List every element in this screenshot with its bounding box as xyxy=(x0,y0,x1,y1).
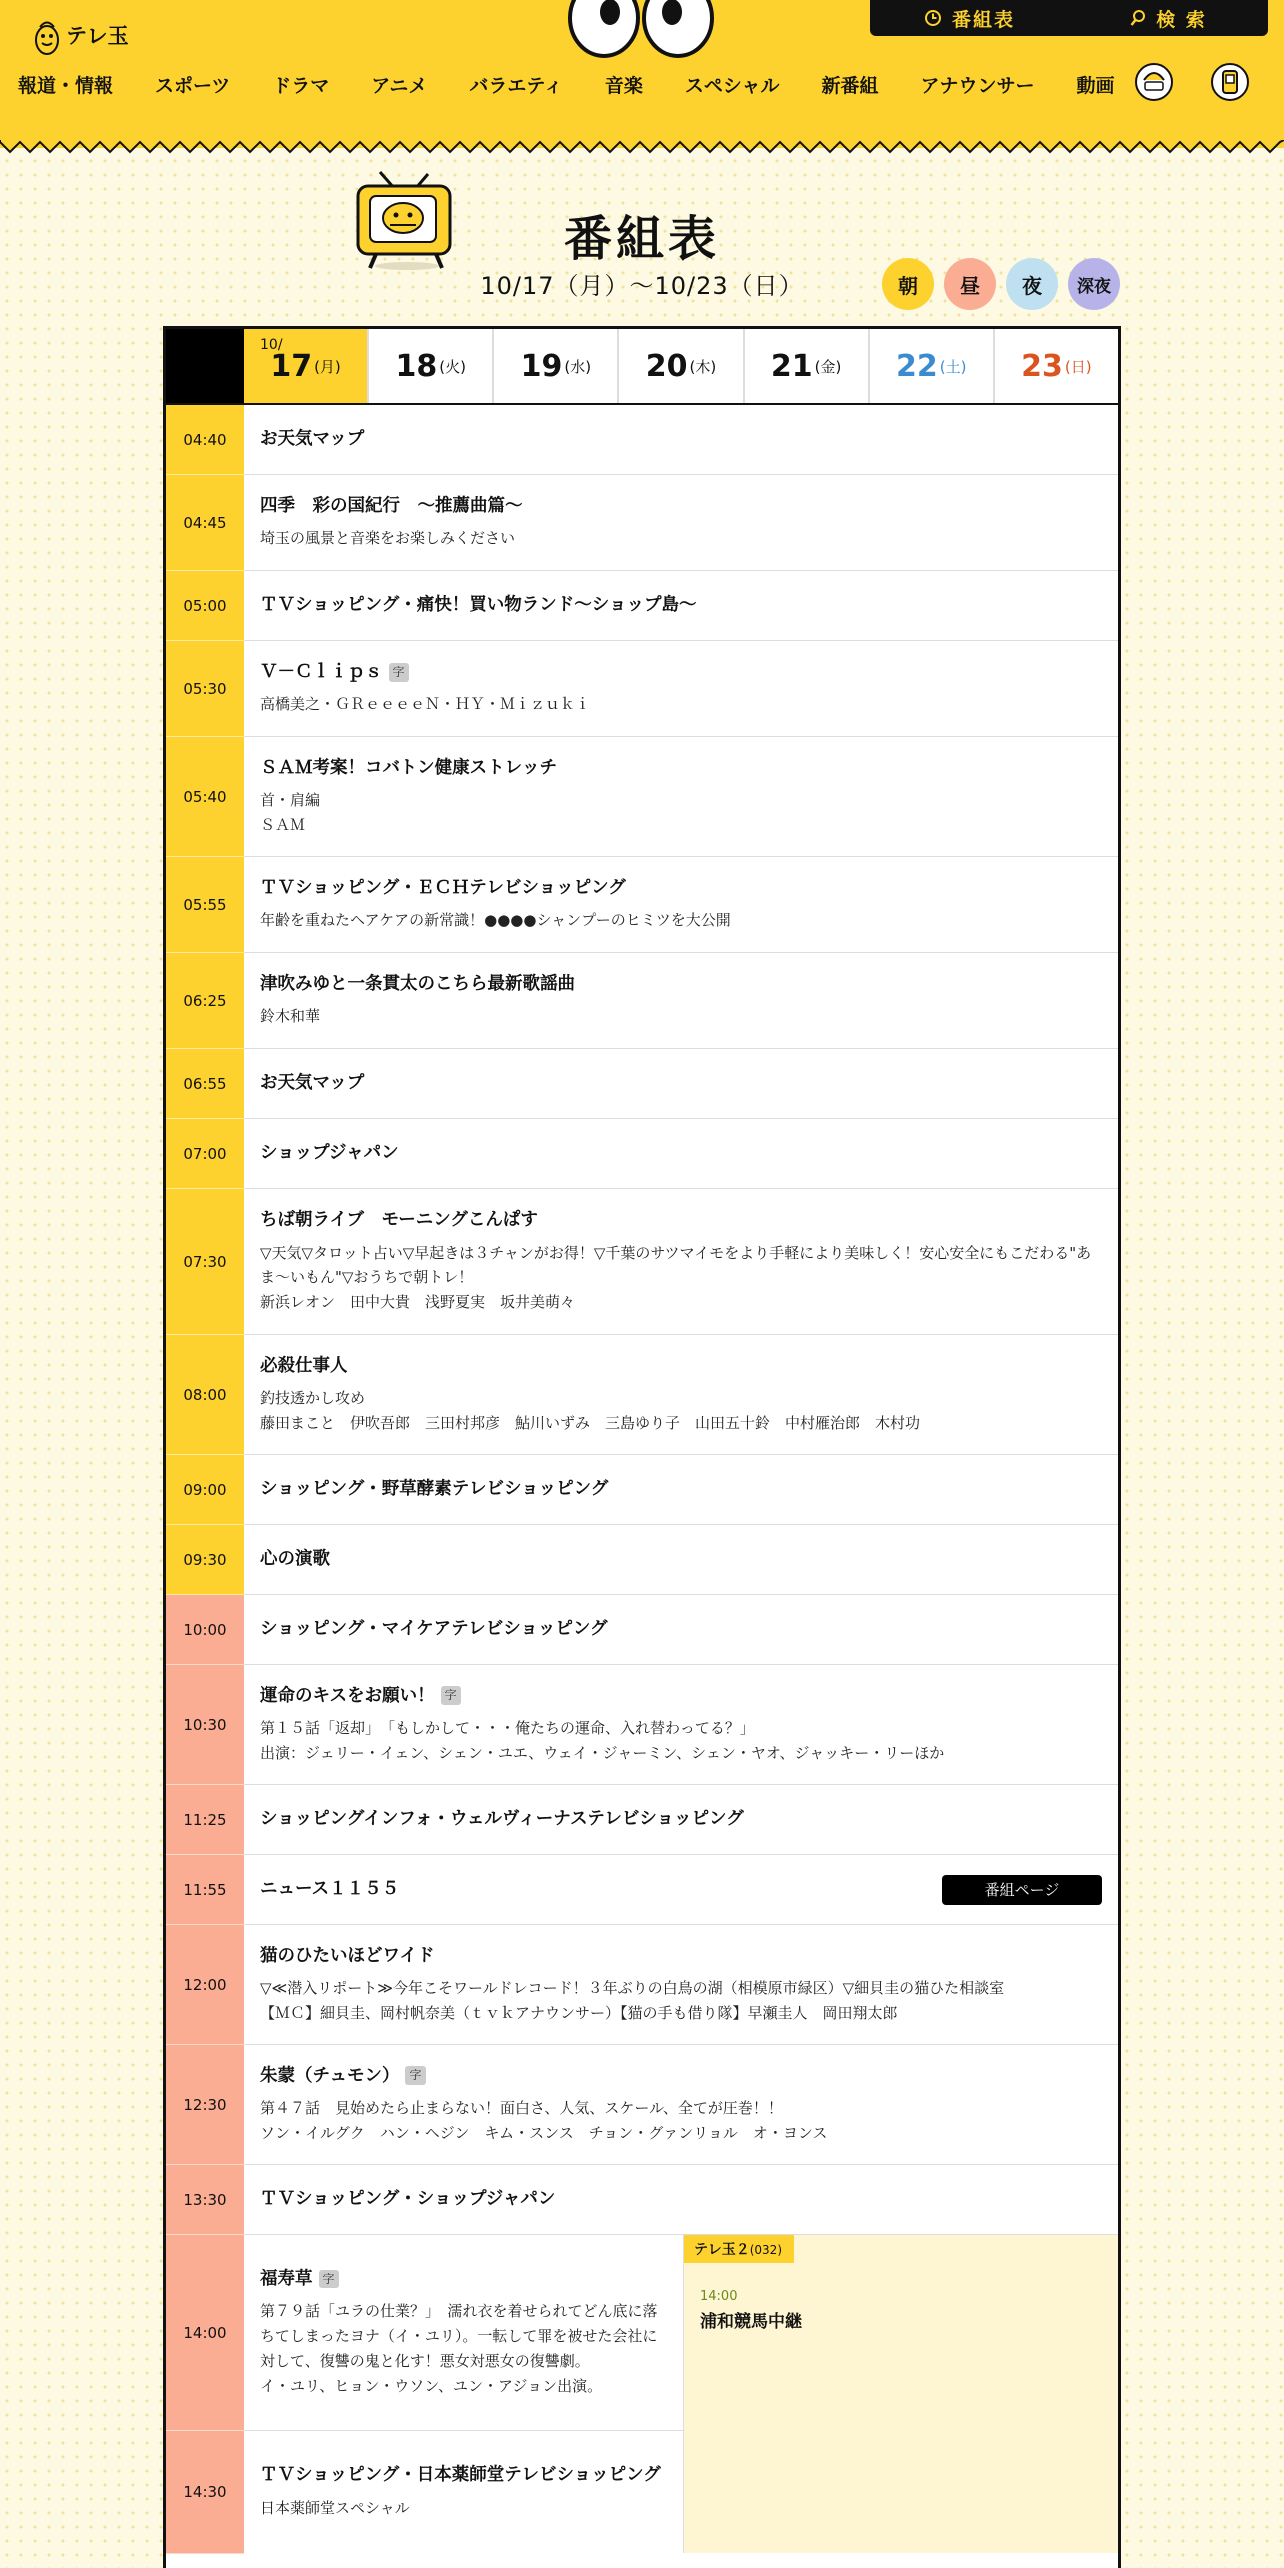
logo-text[interactable]: テレ玉 xyxy=(66,24,129,48)
sub-channel-badge xyxy=(684,2235,794,2263)
program-title[interactable] xyxy=(260,1354,1102,1379)
program-info xyxy=(244,1119,1118,1188)
day-header-corner xyxy=(166,329,244,403)
program-info xyxy=(244,1335,1118,1454)
mascot-eyes-icon xyxy=(566,0,716,62)
program-description-line: ソン・イルグク ハン・ヘジン キム・スンス チョン・グァンリョル オ・ヨンス xyxy=(260,2123,828,2142)
nav-item-drama[interactable]: ドラマ xyxy=(272,74,330,97)
program-description xyxy=(260,908,1102,933)
program-description-line: ▽天気▽タロット占い▽早起きは３チャンがお得！▽千葉のサツマイモをより手軽により美味しく！安心安全にもこだわる"あま～いもん"▽おうちで朝トレ！ xyxy=(260,1243,1092,1287)
day-weekday: (火) xyxy=(439,357,466,376)
top-link-search-label: 検 索 xyxy=(1156,8,1207,31)
time-of-day-filter xyxy=(882,258,1120,310)
nav-item-music[interactable]: 音楽 xyxy=(604,74,643,97)
program-row[interactable] xyxy=(166,1925,1118,2045)
program-description-line: 出演：ジェリー・イェン、シェン・ユエ、ウェイ・ジャーミン、シェン・ヤオ、ジャッキー・リーほか xyxy=(260,1743,945,1762)
day-tab-19[interactable] xyxy=(492,329,617,403)
program-time: 07:30 xyxy=(166,1189,244,1335)
day-tab-22[interactable] xyxy=(868,329,993,403)
program-title-text: ショッピング・マイケアテレビショッピング xyxy=(260,1619,608,1640)
program-time: 10:30 xyxy=(166,1665,244,1785)
program-row[interactable] xyxy=(166,1525,1118,1595)
nav-item-new-programs[interactable]: 新番組 xyxy=(821,74,879,97)
day-number: 17 xyxy=(270,348,313,384)
program-time: 05:00 xyxy=(166,571,244,641)
program-time: 09:30 xyxy=(166,1525,244,1595)
program-time: 07:00 xyxy=(166,1119,244,1189)
program-title-text: 必殺仕事人 xyxy=(260,1355,348,1376)
subtitle-badge: 字 xyxy=(319,2270,339,2289)
program-time: 14:30 xyxy=(166,2431,244,2554)
program-title[interactable] xyxy=(260,2187,1102,2212)
program-title-text: 四季 彩の国紀行 ～推薦曲篇～ xyxy=(260,495,523,516)
day-number: 19 xyxy=(520,348,563,384)
nav-item-special[interactable]: スペシャル xyxy=(684,74,780,97)
program-info xyxy=(244,2165,1118,2234)
program-title[interactable] xyxy=(260,972,1102,997)
program-title-text: お天気マップ xyxy=(260,1073,365,1094)
nav-item-anime[interactable]: アニメ xyxy=(371,74,428,97)
program-row[interactable] xyxy=(166,2165,1118,2235)
program-title-text: 朱蒙（チュモン） xyxy=(260,2065,400,2086)
program-title[interactable] xyxy=(260,756,1102,781)
nav-item-announcers[interactable]: アナウンサー xyxy=(920,74,1035,97)
program-description-line: 第１５話「返却」 「もしかして・・・俺たちの運命、入れ替わってる？」 xyxy=(260,1719,755,1737)
program-title[interactable] xyxy=(260,1547,1102,1572)
sub-channel-column[interactable] xyxy=(683,2235,1118,2553)
program-title-text: ＴＶショッピング・ＥＣＨテレビショッピング xyxy=(260,877,626,898)
program-time: 05:55 xyxy=(166,857,244,953)
program-title[interactable] xyxy=(260,2267,667,2292)
program-title[interactable] xyxy=(260,1617,1102,1642)
program-row[interactable] xyxy=(166,2235,683,2431)
program-title-text: ニュース１１５５ xyxy=(260,1879,400,1900)
program-row[interactable] xyxy=(166,1049,1118,1119)
bubble-noon[interactable]: 昼 xyxy=(944,258,996,310)
program-title[interactable] xyxy=(260,1684,1102,1709)
program-description-line: 高橋美之・ＧＲｅｅｅｅＮ・ＨＹ・Ｍｉｚｕｋｉ xyxy=(260,695,591,714)
page-title: 番組表 xyxy=(563,211,720,267)
program-info xyxy=(244,737,1118,856)
program-row[interactable] xyxy=(166,1455,1118,1525)
program-info xyxy=(244,2431,683,2553)
program-row[interactable] xyxy=(166,857,1118,953)
program-row[interactable] xyxy=(166,405,1118,475)
program-title[interactable] xyxy=(260,876,1102,901)
program-time: 14:00 xyxy=(166,2235,244,2431)
program-description xyxy=(260,2096,1102,2146)
day-selector xyxy=(166,329,1118,405)
top-link-schedule[interactable] xyxy=(870,0,1069,36)
day-weekday: (木) xyxy=(689,357,717,376)
bubble-night[interactable]: 夜 xyxy=(1006,258,1058,310)
program-info xyxy=(244,1925,1118,2044)
program-description-line: 首・肩編 xyxy=(260,791,321,809)
program-title[interactable] xyxy=(260,660,1102,685)
program-title-text: 運命のキスをお願い！ xyxy=(260,1685,435,1706)
sub-program-time: 14:00 xyxy=(700,2289,738,2304)
program-info xyxy=(244,2045,1118,2164)
program-info xyxy=(244,1785,1118,1854)
program-title-text: ＴＶショッピング・ショップジャパン xyxy=(260,2189,556,2210)
program-description xyxy=(260,1241,1102,1315)
program-row[interactable] xyxy=(166,1335,1118,1455)
top-links xyxy=(870,0,1268,36)
program-description-line: 新浜レオン 田中大貴 浅野夏実 坂井美萌々 xyxy=(260,1293,576,1312)
program-row[interactable] xyxy=(166,737,1118,857)
program-description xyxy=(260,1004,1102,1029)
program-title-text: 津吹みゆと一条貫太のこちら最新歌謡曲 xyxy=(260,973,575,994)
program-title-text: 福寿草 xyxy=(260,2268,313,2289)
main-nav xyxy=(18,64,1115,104)
program-description-line: 釣技透かし攻め xyxy=(260,1389,366,1407)
header-zigzag-edge xyxy=(0,140,1284,154)
program-row[interactable] xyxy=(166,2431,683,2553)
main-channel-column xyxy=(166,2235,683,2553)
date-range: 10/17（月）〜10/23（日） xyxy=(480,272,804,300)
program-description xyxy=(260,2299,667,2398)
program-info xyxy=(244,1525,1118,1594)
program-title[interactable] xyxy=(260,2463,667,2488)
program-title-text: ＳＡＭ考案！コバトン健康ストレッチ xyxy=(260,757,557,778)
program-info xyxy=(244,1595,1118,1664)
program-info xyxy=(244,1049,1118,1118)
day-weekday: (日) xyxy=(1064,357,1092,376)
day-number: 23 xyxy=(1021,348,1063,384)
day-number: 20 xyxy=(645,348,688,384)
program-description xyxy=(260,1976,1102,2026)
subtitle-badge: 字 xyxy=(405,2066,425,2085)
day-weekday: (月) xyxy=(314,357,341,376)
program-time: 10:00 xyxy=(166,1595,244,1665)
program-title-text: Ｖ－Ｃｌｉｐｓ xyxy=(260,661,383,682)
program-description-line: 第７９話「ユラの仕業？」 濡れ衣を着せられてどん底に落ちてしまったヨナ（イ・ユリ）。一転して罪を被せた会社に対して、復讐の鬼と化す！悪女対悪女の復讐劇。 xyxy=(260,2302,658,2370)
program-row[interactable] xyxy=(166,1785,1118,1855)
program-time: 06:55 xyxy=(166,1049,244,1119)
program-info xyxy=(244,1855,1118,1924)
program-time: 09:00 xyxy=(166,1455,244,1525)
program-title-text: 心の演歌 xyxy=(260,1549,330,1570)
program-title-text: お天気マップ xyxy=(260,429,365,450)
subtitle-badge: 字 xyxy=(441,1686,461,1705)
program-time: 06:25 xyxy=(166,953,244,1049)
program-row[interactable] xyxy=(166,571,1118,641)
program-row[interactable] xyxy=(166,1665,1118,1785)
program-info xyxy=(244,1455,1118,1524)
program-description-line: 藤田まこと 伊吹吾郎 三田村邦彦 鮎川いずみ 三島ゆり子 山田五十鈴 中村雁治郎 木村功 xyxy=(260,1413,921,1432)
program-description-line: ▽≪潜入リポート≫今年こそワールドレコード！３年ぶりの白鳥の湖（相模原市緑区）▽細貝圭の猫ひた相談室 xyxy=(260,1979,1005,1997)
day-number: 21 xyxy=(770,348,813,384)
program-description-line: 埼玉の風景と音楽をお楽しみください xyxy=(260,529,516,548)
program-info xyxy=(244,475,1118,570)
program-description-line: 日本薬師堂スペシャル xyxy=(260,2498,410,2517)
program-list xyxy=(166,405,1118,2235)
program-title-text: ＴＶショッピング・日本薬師堂テレビショッピング xyxy=(260,2465,661,2486)
program-info xyxy=(244,641,1118,736)
program-title[interactable] xyxy=(260,1208,1102,1233)
program-row[interactable] xyxy=(166,953,1118,1049)
program-description xyxy=(260,2496,667,2521)
sub-program-title[interactable]: 浦和競馬中継 xyxy=(700,2312,802,2332)
nav-item-videos[interactable]: 動画 xyxy=(1076,74,1115,97)
day-tab-17[interactable] xyxy=(244,329,367,403)
day-number: 18 xyxy=(395,348,438,384)
subtitle-badge: 字 xyxy=(389,663,409,682)
program-row[interactable] xyxy=(166,1189,1118,1335)
bubble-morning[interactable]: 朝 xyxy=(882,258,934,310)
day-tab-20[interactable] xyxy=(617,329,742,403)
program-title-text: ショップジャパン xyxy=(260,1143,399,1164)
program-row[interactable] xyxy=(166,1855,1118,1925)
bubble-late-night[interactable]: 深夜 xyxy=(1068,258,1120,310)
sub-channel-name: テレ玉２ xyxy=(694,2242,750,2258)
day-weekday: (金) xyxy=(814,357,842,376)
program-description-line: ＳＡＭ xyxy=(260,815,306,834)
day-weekday: (水) xyxy=(564,357,592,376)
nav-item-variety[interactable]: バラエティ xyxy=(469,74,563,97)
program-description xyxy=(260,692,1102,717)
program-title[interactable] xyxy=(260,1944,1102,1969)
program-description-line: 鈴木和華 xyxy=(260,1007,321,1026)
top-link-schedule-label: 番組表 xyxy=(951,8,1015,31)
program-info xyxy=(244,857,1118,952)
program-row[interactable] xyxy=(166,1119,1118,1189)
day-month: 10/ xyxy=(260,337,283,353)
program-time: 08:00 xyxy=(166,1335,244,1455)
program-title-text: 猫のひたいほどワイド xyxy=(260,1945,435,1966)
program-time: 04:45 xyxy=(166,475,244,571)
station-badge-icon[interactable] xyxy=(1210,56,1250,104)
program-description-line: 年齢を重ねたヘアケアの新常識！●●●●シャンプーのヒミツを大公開 xyxy=(260,911,731,930)
program-row[interactable] xyxy=(166,2045,1118,2165)
program-title[interactable] xyxy=(260,427,1102,452)
program-description xyxy=(260,1386,1102,1436)
program-title-text: ＴＶショッピング・痛快！買い物ランド～ショップ島～ xyxy=(260,595,697,616)
program-time: 05:30 xyxy=(166,641,244,737)
program-description-line: イ・ユリ、ヒョン・ウソン、ユン・アジョン出演。 xyxy=(260,2376,603,2395)
program-info xyxy=(244,1189,1118,1334)
split-time-block xyxy=(166,2235,1118,2553)
program-info xyxy=(244,953,1118,1048)
program-title-text: ショッピングインフォ・ウェルヴィーナステレビショッピング xyxy=(260,1809,744,1830)
day-weekday: (土) xyxy=(939,357,967,376)
program-time: 11:55 xyxy=(166,1855,244,1925)
program-title[interactable] xyxy=(260,1477,1102,1502)
program-description xyxy=(260,1716,1102,1766)
nav-item-news[interactable]: 報道・情報 xyxy=(18,74,114,97)
nav-item-sports[interactable]: スポーツ xyxy=(155,74,231,97)
program-info xyxy=(244,2235,683,2430)
program-row[interactable] xyxy=(166,1595,1118,1665)
program-title[interactable] xyxy=(260,593,1102,618)
sub-channel-code: (032) xyxy=(749,2243,783,2257)
program-time: 11:25 xyxy=(166,1785,244,1855)
program-title[interactable] xyxy=(260,494,1102,519)
program-title[interactable] xyxy=(260,2064,1102,2089)
program-time: 05:40 xyxy=(166,737,244,857)
top-link-search[interactable] xyxy=(1069,0,1268,36)
program-info xyxy=(244,405,1118,474)
program-description-line: 【ＭＣ】細貝圭、岡村帆奈美（ｔｖｋアナウンサー）【猫の手も借り隊】早瀬圭人 岡田翔太郎 xyxy=(260,2003,898,2022)
search-icon xyxy=(1130,9,1146,27)
program-title[interactable] xyxy=(260,1071,1102,1096)
day-tab-23[interactable] xyxy=(993,329,1118,403)
program-info xyxy=(244,1665,1118,1784)
program-title-text: ちば朝ライブ モーニングこんぱす xyxy=(260,1210,538,1231)
program-time: 04:40 xyxy=(166,405,244,475)
program-title[interactable] xyxy=(260,1141,1102,1166)
mascot-badge-icon[interactable] xyxy=(1134,56,1174,104)
program-description xyxy=(260,526,1102,551)
program-description-line: 第４７話 見始めたら止まらない！面白さ、人気、スケール、全てが圧巻！！ xyxy=(260,2099,783,2117)
program-schedule xyxy=(163,326,1121,2568)
day-number: 22 xyxy=(896,348,938,384)
program-info xyxy=(244,571,1118,640)
program-row[interactable] xyxy=(166,641,1118,737)
program-title[interactable] xyxy=(260,1807,1102,1832)
program-time: 12:00 xyxy=(166,1925,244,2045)
day-tab-18[interactable] xyxy=(367,329,492,403)
program-row[interactable] xyxy=(166,475,1118,571)
program-time: 13:30 xyxy=(166,2165,244,2235)
clock-icon xyxy=(924,9,942,27)
program-description xyxy=(260,788,1102,838)
program-page-button[interactable]: 番組ページ xyxy=(942,1875,1102,1905)
program-title-text: ショッピング・野草酵素テレビショッピング xyxy=(260,1479,609,1500)
site-header xyxy=(0,0,1284,148)
program-time: 12:30 xyxy=(166,2045,244,2165)
day-tab-21[interactable] xyxy=(743,329,868,403)
